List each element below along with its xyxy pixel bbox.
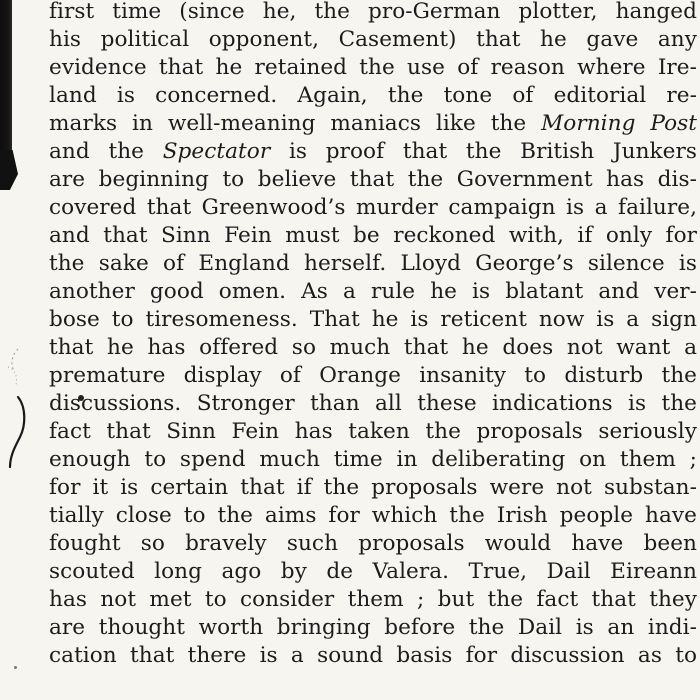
text-run: cation that there is a sound basis for discussion as to: [49, 643, 697, 668]
text-line: [49, 530, 697, 558]
text-run: discussions. Stronger than all these indications is the: [49, 391, 697, 416]
margin-binding-shadow-tail: [0, 150, 18, 190]
text-run: and that Sinn Fein must be reckoned with, if only for: [49, 223, 697, 248]
text-run: has not met to consider them ; but the fact that they: [49, 587, 697, 612]
italic-title: Morning Post: [541, 111, 697, 136]
text-line: [49, 194, 697, 222]
text-line: [49, 614, 697, 642]
text-run: his political opponent, Casement) that he gave any: [49, 27, 697, 52]
text-line: [49, 586, 697, 614]
text-run: enough to spend much time in deliberating on them ;: [49, 447, 697, 472]
text-run: tially close to the aims for which the Irish people have: [49, 503, 697, 528]
text-line: [49, 110, 697, 138]
text-run: that he has offered so much that he does not want a: [49, 335, 697, 360]
text-line: [49, 446, 697, 474]
text-line: [49, 138, 697, 166]
text-line: [49, 82, 697, 110]
text-run: evidence that he retained the use of reason where Ire-: [49, 55, 697, 80]
text-line: [49, 502, 697, 530]
text-run: covered that Greenwood’s murder campaign is a failure,: [49, 195, 697, 220]
text-line: [49, 166, 697, 194]
text-line: [49, 334, 697, 362]
text-line: [49, 642, 697, 670]
text-run: fought so bravely such proposals would have been: [49, 531, 697, 556]
text-run: for it is certain that if the proposals were not substan-: [49, 475, 697, 500]
text-run: are thought worth bringing before the Dail is an indi-: [49, 615, 697, 640]
text-run: the sake of England herself. Lloyd George’s silence is: [49, 251, 697, 276]
text-line: [49, 418, 697, 446]
text-run: premature display of Orange insanity to disturb the: [49, 363, 697, 388]
text-run: marks in well-meaning maniacs like the: [49, 111, 542, 136]
text-line: [49, 474, 697, 502]
text-run: land is concerned. Again, the tone of editorial re-: [49, 83, 697, 108]
text-run: are beginning to believe that the Government has dis-: [49, 167, 697, 192]
text-line: [49, 278, 697, 306]
text-line: [49, 222, 697, 250]
text-line: [49, 558, 697, 586]
text-line: [49, 250, 697, 278]
text-run: another good omen. As a rule he is blatant and ver-: [49, 279, 697, 304]
italic-title: Spectator: [162, 139, 271, 164]
text-line: [49, 390, 697, 418]
text-run: scouted long ago by de Valera. True, Dail Eireann: [49, 559, 697, 584]
margin-bracket-mark: [4, 345, 30, 485]
text-line: [49, 362, 697, 390]
text-line: [49, 54, 697, 82]
text-run: first time (since he, the pro-German plotter, hanged: [49, 0, 697, 24]
text-line: [49, 26, 697, 54]
ink-speck: [14, 666, 17, 669]
text-line: [49, 306, 697, 334]
text-run: is proof that the British Junkers: [270, 139, 697, 164]
text-run: and the: [49, 139, 163, 164]
text-run: bose to tiresomeness. That he is reticent now is a sign: [49, 307, 697, 332]
text-line: [49, 0, 697, 26]
text-run: fact that Sinn Fein has taken the proposals seriously: [49, 419, 697, 444]
article-text-column: [49, 0, 697, 670]
